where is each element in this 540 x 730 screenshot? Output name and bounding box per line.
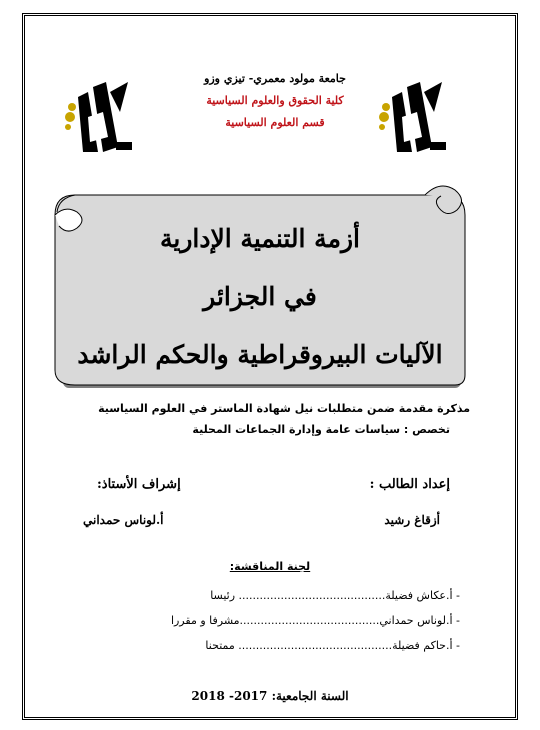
title-line-1: أزمة التنمية الإدارية <box>160 224 360 253</box>
student-name: أزقاغ رشيد <box>384 513 440 527</box>
supervisor-name: أ.لوناس حمداني <box>83 513 164 527</box>
committee-member: - أ.عكاش فضيلة.......................................... رئيسا <box>210 589 460 602</box>
title-line-3: الآليات البيروقراطية والحكم الراشد <box>77 340 443 369</box>
academic-year: السنة الجامعية: 2017- 2018 <box>191 689 349 703</box>
faculty-name: كلية الحقوق والعلوم السياسية <box>206 94 344 107</box>
committee-title: لجنة المناقشة: <box>229 560 311 573</box>
thesis-title <box>70 210 450 380</box>
supervisor-label: إشراف الأستاذ: <box>97 477 181 492</box>
committee-list <box>60 583 460 658</box>
committee-member: - أ.لوناس حمداني........................................مشرفا و مقررا <box>170 614 460 627</box>
committee-member: - أ.حاكم فضيلة............................................ ممتحنا <box>205 639 460 652</box>
institution-header <box>150 68 400 134</box>
title-line-2: في الجزائر <box>203 282 317 311</box>
university-logo-icon <box>58 72 148 162</box>
university-name: جامعة مولود معمري- تيزي وزو <box>204 72 346 85</box>
department-name: قسم العلوم السياسية <box>225 116 325 129</box>
subtitle-line-1: مذكرة مقدمة ضمن متطلبات نيل شهادة الماستر في العلوم السياسية <box>98 402 470 415</box>
subtitle-line-2: تخصص : سياسات عامة وإدارة الجماعات المحلية <box>192 423 450 436</box>
thesis-subtitle <box>70 398 470 440</box>
student-label: إعداد الطالب : <box>369 477 450 492</box>
